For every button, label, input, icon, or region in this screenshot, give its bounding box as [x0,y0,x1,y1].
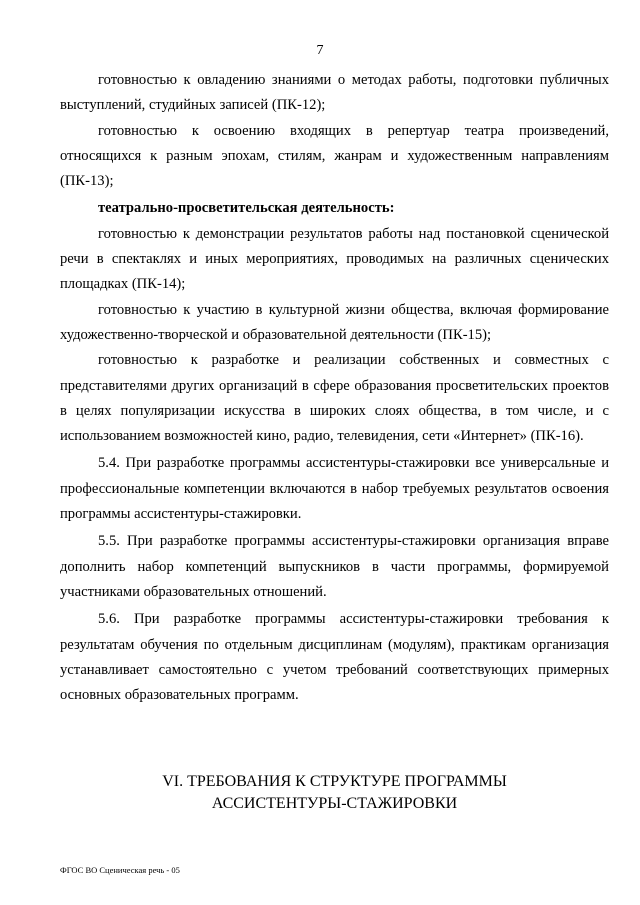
document-body [60,68,609,710]
chapter-title [60,771,609,815]
page-number: 7 [316,43,324,58]
page-footer: ФГОС ВО Сценическая речь - 05 [60,865,180,875]
competency-pk14: готовностью к демонстрации результатов работы над постановкой сценической речи в спектаклях и иных мероприятиях, проводимых на различных сценических площадках (ПК-14); [60,225,609,293]
clause-5-4: 5.4. При разработке программы ассистентуры-стажировки все универсальные и профессиональные компетенции включаются в набор требуемых результатов освоения программы ассистентуры-стажировки. [60,455,609,523]
competency-pk12: готовностью к овладению знаниями о методах работы, подготовки публичных выступлений, студийных записей (ПК-12); [60,72,609,114]
chapter-title-line-2: АССИСТЕНТУРЫ-СТАЖИРОВКИ [211,795,458,812]
competency-pk16: готовностью к разработке и реализации собственных и совместных с представителями других организаций в сфере образования просветительских проектов в целях популяризации искусства в широких слоях общества, в том числе, и с использованием возможностей кино, радио, телевидения, сети «Интернет» (ПК-16). [60,352,609,445]
clause-5-5: 5.5. При разработке программы ассистентуры-стажировки организация вправе дополнить набор компетенций выпускников в части программы, формируемой участниками образовательных отношений. [60,533,609,600]
section-heading-educational-activity: театрально-просветительская деятельность: [98,200,395,217]
clause-5-6: 5.6. При разработке программы ассистентуры-стажировки требования к результатам обучения по отдельным дисциплинам (модулям), практикам организация устанавливает самостоятельно с учетом требований соответствующих примерных основных образовательных программ. [60,611,609,704]
competency-pk15: готовностью к участию в культурной жизни общества, включая формирование художественно-творческой и образовательной деятельности (ПК-15); [60,301,609,343]
competency-pk13: готовностью к освоению входящих в репертуар театра произведений, относящихся к разным эпохам, стилям, жанрам и художественным направлениям (ПК-13); [60,122,609,190]
chapter-title-line-1: VI. ТРЕБОВАНИЯ К СТРУКТУРЕ ПРОГРАММЫ [162,773,507,790]
